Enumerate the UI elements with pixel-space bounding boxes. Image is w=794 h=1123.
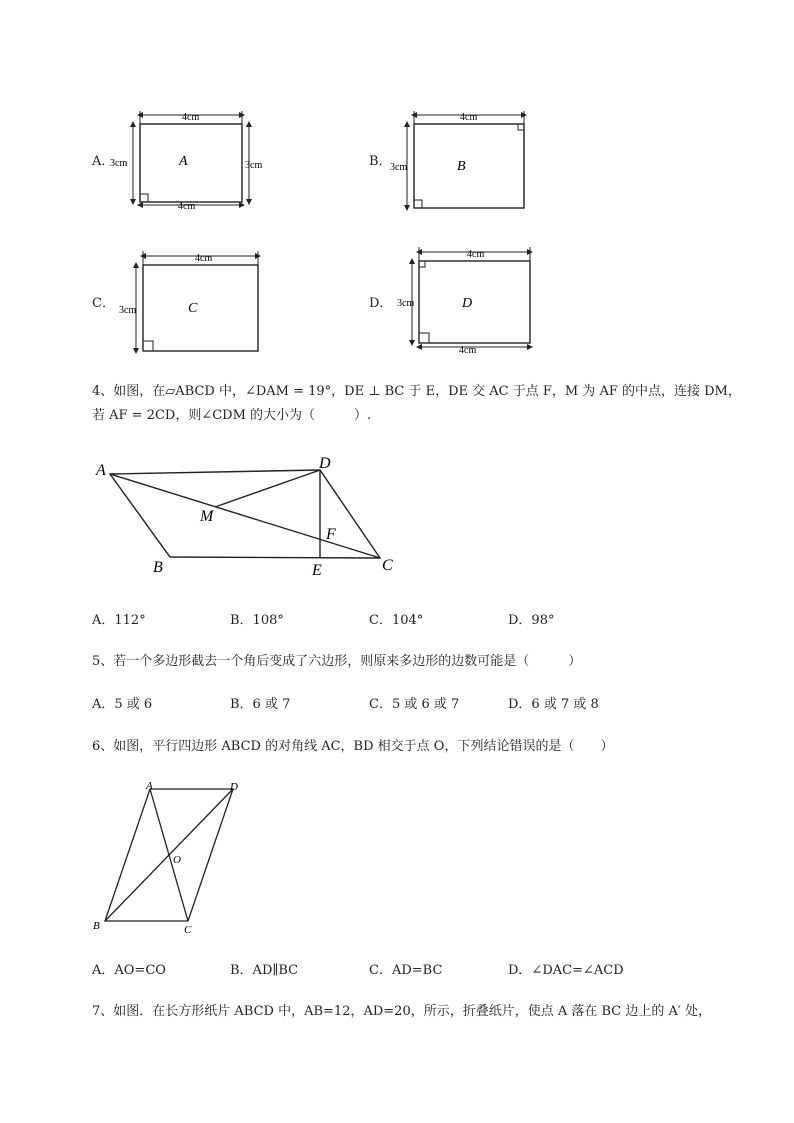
q6-parallelogram-figure xyxy=(88,778,258,938)
b-top-dim: 4cm xyxy=(460,112,478,123)
q6-label-d: D xyxy=(230,781,238,793)
option-a-letter: A． xyxy=(92,154,115,169)
d-left-dim: 3cm xyxy=(397,298,415,309)
q5-option-b: B．6 或 7 xyxy=(230,697,291,712)
q4-option-d: D．98° xyxy=(508,613,555,628)
a-top-dim: 4cm xyxy=(182,112,200,123)
q4-option-c: C．104° xyxy=(369,613,424,628)
d-bottom-dim: 4cm xyxy=(459,345,477,356)
option-d-letter: D． xyxy=(369,296,393,311)
q4-label-m: M xyxy=(200,508,214,525)
a-rect-name: A xyxy=(179,154,188,169)
a-bottom-dim: 4cm xyxy=(178,201,196,212)
option-b-letter: B． xyxy=(369,154,392,169)
option-c-letter: C． xyxy=(92,296,115,311)
q6-option-c: C．AD=BC xyxy=(369,963,443,978)
q4-text-line1: 4、如图，在▱ABCD 中，∠DAM = 19°，DE ⊥ BC 于 E，DE 交 AC 于点 F，M 为 AF 的中点，连接 DM， xyxy=(92,384,741,399)
q7-text: 7、如图．在长方形纸片 ABCD 中，AB=12，AD=20，所示，折叠纸片，使点 A 落在 BC 边上的 A′ 处， xyxy=(92,1004,711,1019)
q4-text-line2: 若 AF = 2CD，则∠CDM 的大小为（ ）. xyxy=(92,408,372,423)
q6-label-o: O xyxy=(173,854,181,866)
q5-option-c: C．5 或 6 或 7 xyxy=(369,697,460,712)
a-right-dim: 3cm xyxy=(245,160,263,171)
c-left-dim: 3cm xyxy=(119,305,137,316)
q6-option-d: D．∠DAC=∠ACD xyxy=(508,963,624,978)
d-rect-name: D xyxy=(462,296,473,311)
q4-label-d: D xyxy=(319,455,331,472)
q4-label-c: C xyxy=(382,557,393,574)
b-rect-name: B xyxy=(457,159,466,174)
option-b-figure xyxy=(390,105,540,215)
q6-option-b: B．AD∥BC xyxy=(230,963,299,978)
d-top-dim: 4cm xyxy=(467,249,485,260)
q6-label-a: A xyxy=(146,780,153,792)
option-d-figure xyxy=(395,243,540,358)
q4-label-e: E xyxy=(312,562,322,579)
c-rect-name: C xyxy=(188,301,198,316)
q4-option-b: B．108° xyxy=(230,613,284,628)
option-a-figure xyxy=(110,105,270,215)
a-left-dim: 3cm xyxy=(110,158,128,169)
q6-label-b: B xyxy=(93,920,100,932)
q5-option-d: D．6 或 7 或 8 xyxy=(508,697,599,712)
q5-text: 5、若一个多边形截去一个角后变成了六边形，则原来多边形的边数可能是（ ） xyxy=(92,654,582,669)
q4-label-a: A xyxy=(96,462,106,479)
c-top-dim: 4cm xyxy=(195,253,213,264)
q5-option-a: A．5 或 6 xyxy=(92,697,153,712)
q4-option-a: A．112° xyxy=(92,613,146,628)
option-c-figure xyxy=(115,245,275,360)
q4-parallelogram-figure xyxy=(90,452,410,582)
q4-label-f: F xyxy=(326,526,336,543)
q6-label-c: C xyxy=(184,924,192,936)
q6-text: 6、如图，平行四边形 ABCD 的对角线 AC，BD 相交于点 O，下列结论错误的是（ ） xyxy=(92,739,614,754)
q6-option-a: A．AO=CO xyxy=(92,963,166,978)
q4-label-b: B xyxy=(153,559,163,576)
b-left-dim: 3cm xyxy=(390,162,408,173)
